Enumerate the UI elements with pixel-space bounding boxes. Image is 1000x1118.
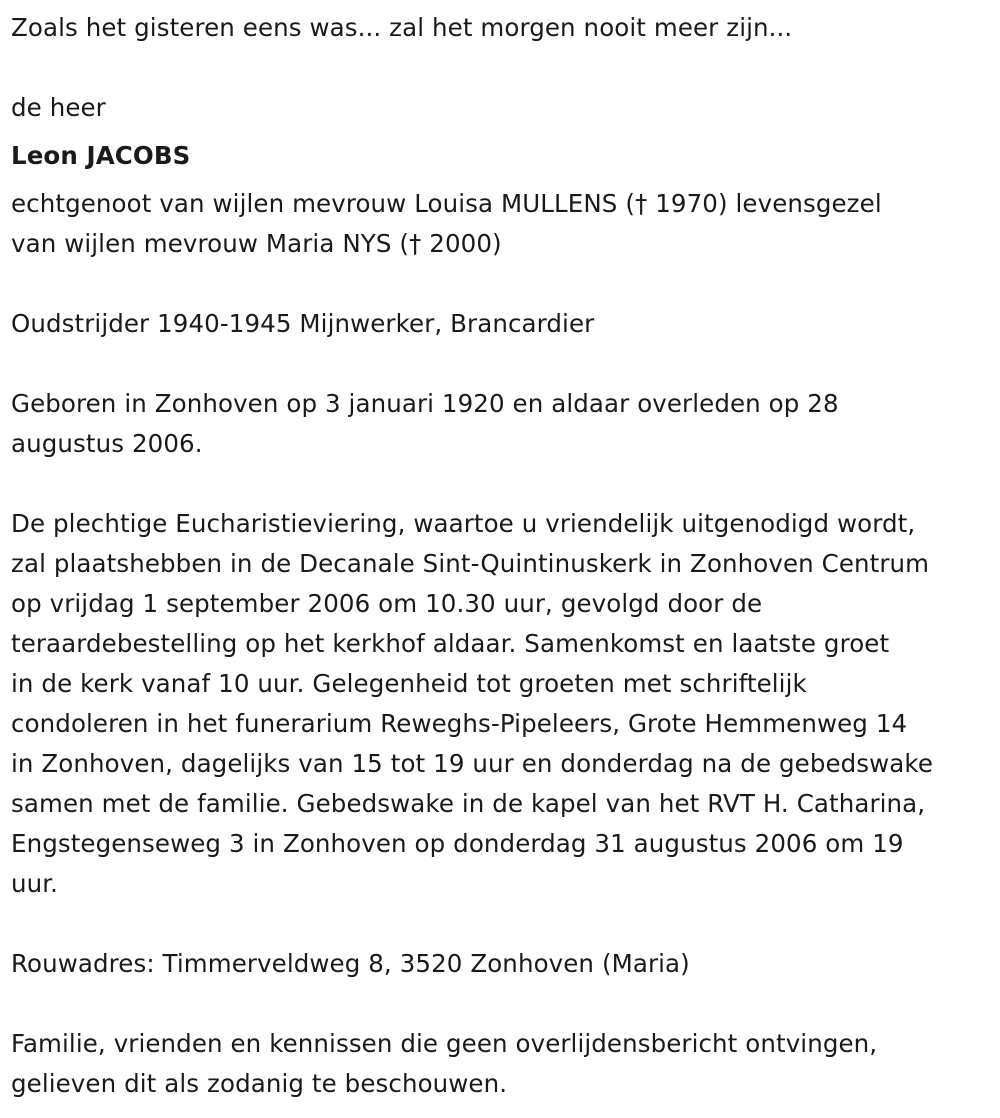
ceremony-line: Engstegenseweg 3 in Zonhoven op donderdag 31 augustus 2006 om 19 [11,829,904,858]
spouse-line: echtgenoot van wijlen mevrouw Louisa MULLENS († 1970) levensgezel [11,189,882,218]
birth-death-line: augustus 2006. [11,429,203,458]
ceremony-line: in de kerk vanaf 10 uur. Gelegenheid tot groeten met schriftelijk [11,669,807,698]
occupation: Oudstrijder 1940-1945 Mijnwerker, Brancardier [11,309,595,338]
salutation: de heer [11,93,106,122]
deceased-name: Leon JACOBS [11,141,191,170]
ceremony-line: condoleren in het funerarium Reweghs-Pipeleers, Grote Hemmenweg 14 [11,709,908,738]
ceremony-paragraph [11,504,989,904]
ceremony-line: De plechtige Eucharistieviering, waartoe u vriendelijk uitgenodigd wordt, [11,509,916,538]
ceremony-line: uur. [11,869,59,898]
ceremony-line: zal plaatshebben in de Decanale Sint-Quintinuskerk in Zonhoven Centrum [11,549,930,578]
ceremony-line: op vrijdag 1 september 2006 om 10.30 uur, gevolgd door de [11,589,763,618]
ceremony-line: in Zonhoven, dagelijks van 15 tot 19 uur en donderdag na de gebedswake [11,749,934,778]
spouse-line: van wijlen mevrouw Maria NYS († 2000) [11,229,502,258]
closing-line: gelieven dit als zodanig te beschouwen. [11,1069,508,1098]
mourning-address: Rouwadres: Timmerveldweg 8, 3520 Zonhoven (Maria) [11,949,690,978]
closing-line: Familie, vrienden en kennissen die geen overlijdensbericht ontvingen, [11,1029,878,1058]
motto: Zoals het gisteren eens was... zal het morgen nooit meer zijn... [11,13,793,42]
ceremony-line: samen met de familie. Gebedswake in de kapel van het RVT H. Catharina, [11,789,926,818]
ceremony-line: teraardebestelling op het kerkhof aldaar. Samenkomst en laatste groet [11,629,890,658]
birth-death-line: Geboren in Zonhoven op 3 januari 1920 en aldaar overleden op 28 [11,389,839,418]
